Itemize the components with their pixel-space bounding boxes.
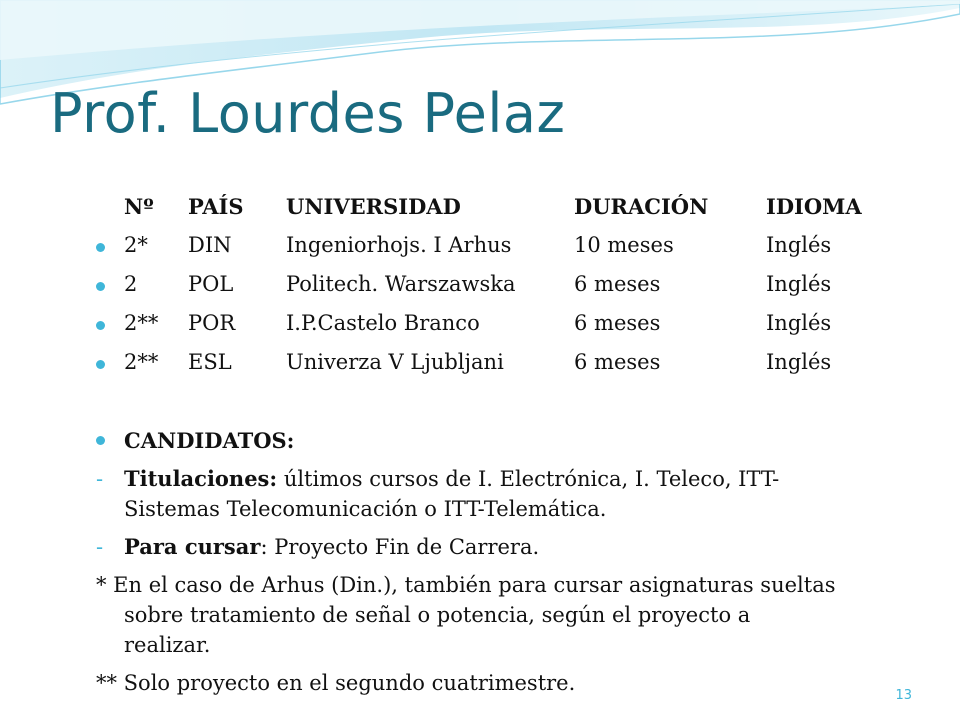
cell-number: 2 bbox=[124, 272, 138, 296]
dash-icon: - bbox=[96, 467, 104, 491]
cursar-item bbox=[96, 532, 836, 562]
cursar-label: Para cursar bbox=[124, 534, 261, 559]
header-university: UNIVERSIDAD bbox=[286, 194, 461, 219]
header-language: IDIOMA bbox=[766, 194, 862, 219]
bullet-icon bbox=[96, 360, 105, 369]
cell-duration: 6 meses bbox=[574, 350, 661, 374]
bullet-icon bbox=[96, 282, 105, 291]
cell-language: Inglés bbox=[766, 311, 832, 335]
candidates-heading: CANDIDATOS: bbox=[124, 428, 295, 453]
titulaciones-label: Titulaciones: bbox=[124, 466, 278, 491]
cell-country: POR bbox=[188, 311, 236, 335]
cell-duration: 6 meses bbox=[574, 311, 661, 335]
note-project-only: ** Solo proyecto en el segundo cuatrimestre. bbox=[96, 671, 576, 695]
cell-duration: 6 meses bbox=[574, 272, 661, 296]
cell-language: Inglés bbox=[766, 272, 832, 296]
cell-university: Politech. Warszawska bbox=[286, 272, 516, 296]
cell-number: 2** bbox=[124, 350, 159, 374]
cell-university: Ingeniorhojs. I Arhus bbox=[286, 233, 512, 257]
cell-country: POL bbox=[188, 272, 234, 296]
cell-university: Univerza V Ljubljani bbox=[286, 350, 504, 374]
cell-duration: 10 meses bbox=[574, 233, 674, 257]
note-arhus: * En el caso de Arhus (Din.), también para cursar asignaturas sueltas sobre tratamiento de señal o potencia, según el proyecto a realizar. bbox=[96, 573, 836, 657]
page-number: 13 bbox=[895, 688, 912, 703]
header-country: PAÍS bbox=[188, 194, 244, 219]
bullet-icon bbox=[96, 243, 105, 252]
cell-number: 2** bbox=[124, 311, 159, 335]
slide-title: Prof. Lourdes Pelaz bbox=[50, 82, 566, 145]
cell-country: DIN bbox=[188, 233, 232, 257]
dash-icon: - bbox=[96, 535, 104, 559]
bullet-icon bbox=[96, 436, 105, 445]
header-duration: DURACIÓN bbox=[574, 194, 709, 219]
header-number: Nº bbox=[124, 194, 154, 219]
cell-number: 2* bbox=[124, 233, 148, 257]
titulaciones-item bbox=[96, 464, 836, 524]
cell-language: Inglés bbox=[766, 350, 832, 374]
bullet-icon bbox=[96, 321, 105, 330]
candidates-item bbox=[96, 426, 836, 456]
cell-language: Inglés bbox=[766, 233, 832, 257]
slide-body bbox=[96, 426, 836, 698]
cursar-text: : Proyecto Fin de Carrera. bbox=[260, 535, 540, 559]
cell-university: I.P.Castelo Branco bbox=[286, 311, 480, 335]
cell-country: ESL bbox=[188, 350, 232, 374]
titulaciones-text: últimos cursos de I. Electrónica, I. Teleco, ITT- Sistemas Telecomunicación o ITT-Telemática. bbox=[124, 467, 780, 521]
